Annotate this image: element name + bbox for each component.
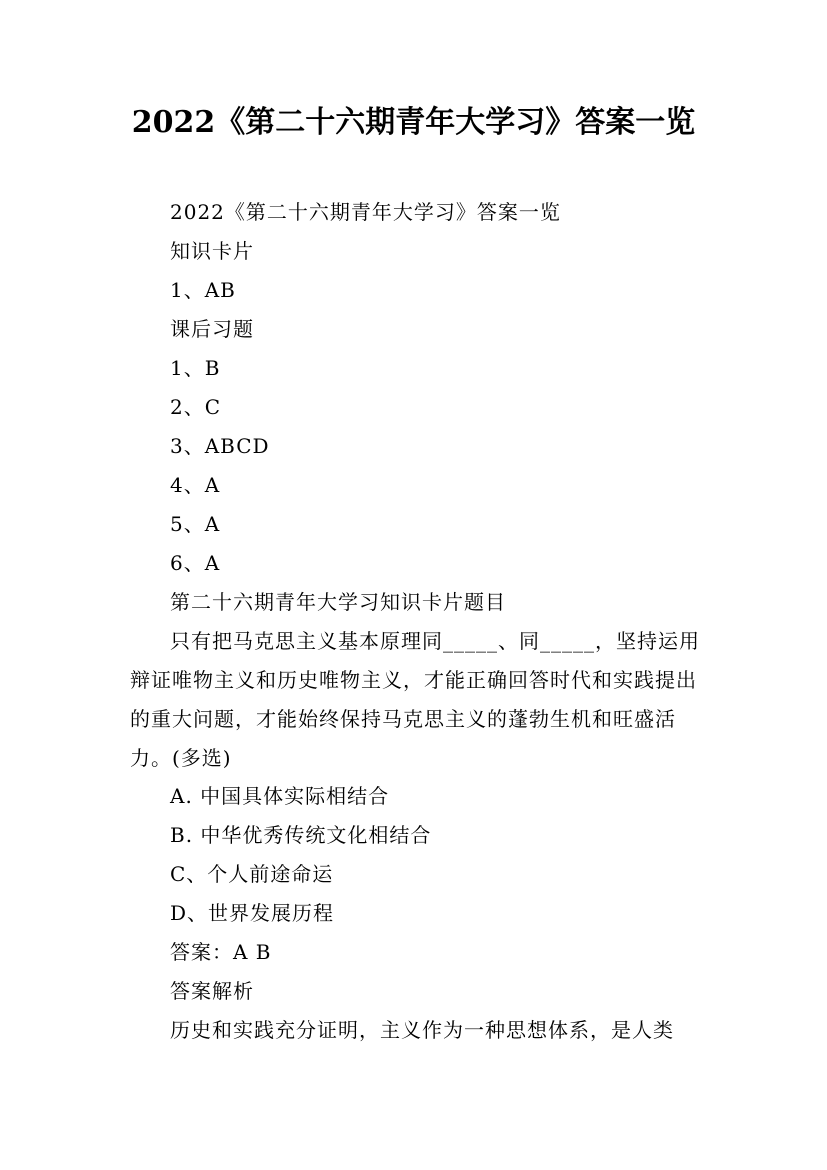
analysis-text: 历史和实践充分证明，主义作为一种思想体系，是人类	[170, 1018, 674, 1042]
analysis-heading: 答案解析	[170, 979, 254, 1003]
document-title: 2022《第二十六期青年大学习》答案一览	[131, 105, 696, 140]
homework-answer: 3、ABCD	[170, 434, 270, 458]
homework-answer: 1、B	[170, 356, 221, 380]
section-heading-card: 知识卡片	[170, 239, 254, 263]
question-heading: 第二十六期青年大学习知识卡片题目	[170, 590, 506, 614]
card-answer: 1、AB	[170, 278, 236, 302]
answer-line: 答案：A B	[170, 940, 272, 964]
question-text: 只有把马克思主义基本原理同_____、同_____，坚持运用辩证唯物主义和历史唯物主义，才能正确回答时代和实践提出的重大问题，才能始终保持马克思主义的蓬勃生机和旺盛活力。(多选)	[130, 629, 700, 770]
section-heading-homework: 课后习题	[170, 317, 254, 341]
homework-answer: 6、A	[170, 551, 221, 575]
option-c: C、个人前途命运	[170, 862, 334, 886]
option-b: B. 中华优秀传统文化相结合	[170, 823, 432, 847]
subtitle: 2022《第二十六期青年大学习》答案一览	[170, 200, 561, 224]
homework-answer: 5、A	[170, 512, 221, 536]
option-a: A. 中国具体实际相结合	[170, 784, 390, 808]
homework-answer: 2、C	[170, 395, 222, 419]
homework-answer: 4、A	[170, 473, 221, 497]
option-d: D、世界发展历程	[170, 901, 335, 925]
